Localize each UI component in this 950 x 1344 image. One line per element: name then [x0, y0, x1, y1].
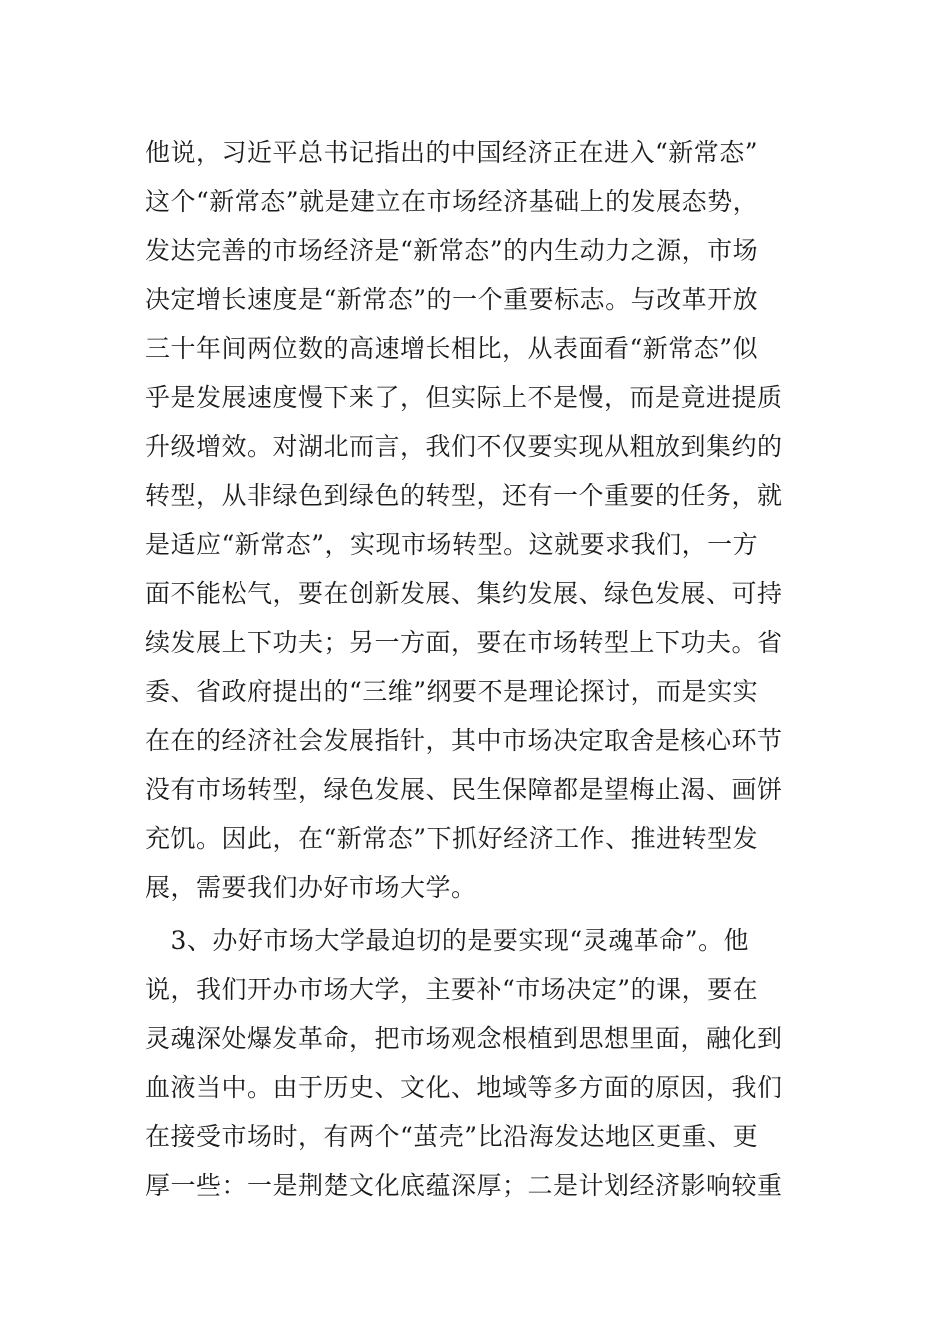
text-line: 这个“新常态”就是建立在市场经济基础上的发展态势，	[145, 187, 759, 216]
paragraph-start-line: 3、办好市场大学最迫切的是要实现“灵魂革命”。他	[145, 926, 749, 955]
text-line: 厚一些：一是荆楚文化底蕴深厚；二是计划经济影响较重	[145, 1171, 783, 1200]
text-line: 没有市场转型，绿色发展、民生保障都是望梅止渴、画饼	[145, 775, 783, 804]
text-line: 续发展上下功夫；另一方面，要在市场转型上下功夫。省	[145, 628, 783, 657]
text-line: 在接受市场时，有两个“茧壳”比沿海发达地区更重、更	[145, 1122, 759, 1151]
text-line: 在在的经济社会发展指针，其中市场决定取舍是核心环节	[145, 726, 783, 755]
text-line: 乎是发展速度慢下来了，但实际上不是慢，而是竟进提质	[145, 383, 783, 412]
text-line: 是适应“新常态”，实现市场转型。这就要求我们，一方	[145, 530, 759, 559]
text-line: 三十年间两位数的高速增长相比，从表面看“新常态”似	[145, 334, 759, 363]
text-line: 面不能松气，要在创新发展、集约发展、绿色发展、可持	[145, 579, 783, 608]
text-line: 发达完善的市场经济是“新常态”的内生动力之源，市场	[145, 236, 759, 265]
text-line: 决定增长速度是“新常态”的一个重要标志。与改革开放	[145, 285, 759, 314]
text-line: 委、省政府提出的“三维”纲要不是理论探讨，而是实实	[145, 677, 759, 706]
text-line: 展，需要我们办好市场大学。	[145, 873, 477, 902]
text-line: 他说，习近平总书记指出的中国经济正在进入“新常态”	[145, 138, 759, 167]
text-line: 灵魂深处爆发革命，把市场观念根植到思想里面，融化到	[145, 1024, 783, 1053]
text-line: 充饥。因此，在“新常态”下抓好经济工作、推进转型发	[145, 824, 759, 853]
text-line: 转型，从非绿色到绿色的转型，还有一个重要的任务，就	[145, 481, 783, 510]
text-line: 说，我们开办市场大学，主要补“市场决定”的课，要在	[145, 975, 759, 1004]
text-line: 升级增效。对湖北而言，我们不仅要实现从粗放到集约的	[145, 432, 783, 461]
text-line: 血液当中。由于历史、文化、地域等多方面的原因，我们	[145, 1073, 783, 1102]
document-body	[145, 128, 810, 1210]
